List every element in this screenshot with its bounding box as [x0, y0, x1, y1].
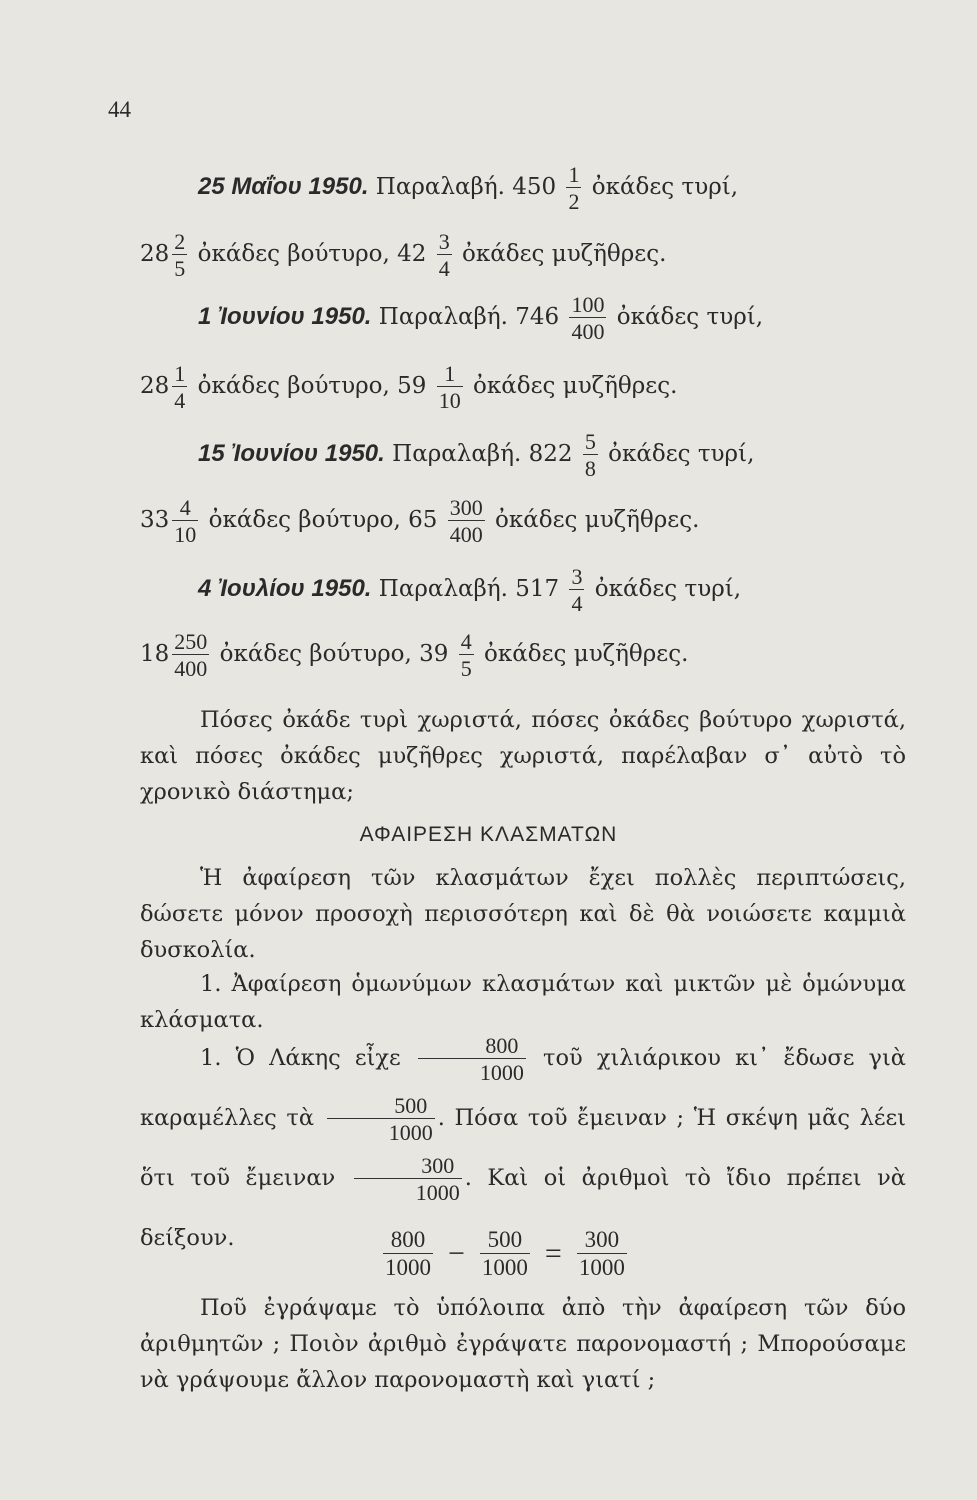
- entry-2-line-1: 1 Ἰουνίου 1950. Παραλαβή. 746 $\frac{100}{400}$ ὀκάδες τυρί,: [198, 292, 764, 345]
- fraction: $\frac{800}{1000}$: [385, 1227, 431, 1281]
- equals-sign: =: [544, 1237, 562, 1271]
- entry-date: 25 Μαΐου 1950.: [198, 173, 369, 201]
- fraction: $\frac{5}{8}$: [584, 429, 596, 482]
- section-heading: ΑΦΑΙΡΕΣΗ ΚΛΑΣΜΑΤΩΝ: [359, 823, 618, 846]
- entry-date: 15 Ἰουνίου 1950.: [198, 440, 385, 468]
- equation: [380, 1228, 630, 1280]
- entry-1-line-1: [198, 163, 738, 213]
- fraction: $\frac{500}{1000}$: [481, 1227, 528, 1281]
- fraction: $\frac{800}{1000}$: [418, 1034, 526, 1084]
- fraction: $\frac{300}{1000}$: [354, 1154, 462, 1204]
- entry-date: 1 Ἰουνίου 1950.: [198, 303, 372, 331]
- entry-lead: Παραλαβή. 450: [375, 174, 557, 201]
- fraction: $\frac{300}{400}$: [449, 495, 483, 548]
- fraction: $\frac{1}{4}$: [174, 361, 186, 414]
- fraction: $\frac{300}{1000}$: [578, 1227, 625, 1281]
- entry-date: 4 Ἰουλίου 1950.: [198, 575, 372, 603]
- fraction: $\frac{4}{10}$: [174, 495, 197, 548]
- entry-1-line-2: 28 $\frac{2}{5}$ ὀκάδες βούτυρο, 42 $\frac{3}{4}$ ὀκάδες μυζῆθρες.: [140, 229, 667, 282]
- fraction: $\frac{1}{10}$: [438, 361, 461, 414]
- fraction: $\frac{3}{4}$: [438, 229, 450, 282]
- fraction: $\frac{4}{5}$: [460, 629, 472, 682]
- fraction: $\frac{250}{400}$: [174, 629, 208, 682]
- entry-3-line-1: 15 Ἰουνίου 1950. Παραλαβή. 822 $\frac{5}{8}$ ὀκάδες τυρί,: [198, 429, 755, 482]
- fraction: $\frac{3}{4}$: [571, 564, 583, 617]
- intro-paragraph: Ἡ ἀφαίρεση τῶν κλασμάτων ἔχει πολλὲς περιπτώσεις, δώσετε μόνον προσοχὴ περισσότερη καὶ δὲ θὰ νοιώσετε καμμιὰ δυσκολία.: [140, 865, 906, 963]
- entry-2-line-2: 28 $\frac{1}{4}$ ὀκάδες βούτυρο, 59 $\frac{1}{10}$ ὀκάδες μυζῆθρες.: [140, 361, 678, 414]
- minus-sign: −: [448, 1237, 465, 1271]
- fraction: $\frac{2}{5}$: [174, 229, 186, 282]
- entry-3-line-2: 33 $\frac{4}{10}$ ὀκάδες βούτυρο, 65 $\frac{300}{400}$ ὀκάδες μυζῆθρες.: [140, 495, 700, 548]
- entry-4-line-2: 18 $\frac{250}{400}$ ὀκάδες βούτυρο, 39 $\frac{4}{5}$ ὀκάδες μυζῆθρες.: [140, 629, 689, 682]
- closing-paragraph: Ποῦ ἐγράψαμε τὸ ὑπόλοιπα ἀπὸ τὴν ἀφαίρεση τῶν δύο ἀριθμητῶν ; Ποιὸν ἀριθμὸ ἐγράψατε παρονομαστή ; Μπορούσαμε νὰ γράψουμε ἄλλον παρονομαστὴ καὶ γιατί ;: [140, 1295, 906, 1393]
- rule-paragraph: 1. Ἀφαίρεση ὁμωνύμων κλασμάτων καὶ μικτῶν μὲ ὁμώνυμα κλάσματα.: [140, 971, 906, 1033]
- page-number: 44: [108, 97, 131, 122]
- fraction: $\frac{1}{2}$: [568, 162, 580, 215]
- example-paragraph: 1. Ὁ Λάκης εἶχε $\frac{800}{1000}$ τοῦ χιλιάρικου κι᾽ ἔδωσε γιὰ καραμέλλες τὰ $\frac{500}{1000}$ . Πόσα τοῦ ἔμειναν ; Ἡ σκέψη μᾶς λέει ὅτι τοῦ ἔμειναν $\frac{300}{1000}$ . Καὶ οἱ ἀριθμοὶ τὸ ἴδιο πρέπει νὰ δείξουν.: [140, 1032, 907, 1251]
- entry-tail: ὀκάδες τυρί,: [591, 174, 739, 201]
- question-paragraph: Πόσες ὀκάδε τυρὶ χωριστά, πόσες ὀκάδες βούτυρο χωριστά, καὶ πόσες ὀκάδες μυζῆθρες χωριστά, παρέλαβαν σ᾽ αὐτὸ τὸ χρονικὸ διάστημα;: [140, 707, 906, 805]
- fraction: $\frac{500}{1000}$: [327, 1094, 435, 1144]
- entry-4-line-1: 4 Ἰουλίου 1950. Παραλαβή. 517 $\frac{3}{4}$ ὀκάδες τυρί,: [198, 564, 742, 617]
- fraction: $\frac{100}{400}$: [571, 292, 605, 345]
